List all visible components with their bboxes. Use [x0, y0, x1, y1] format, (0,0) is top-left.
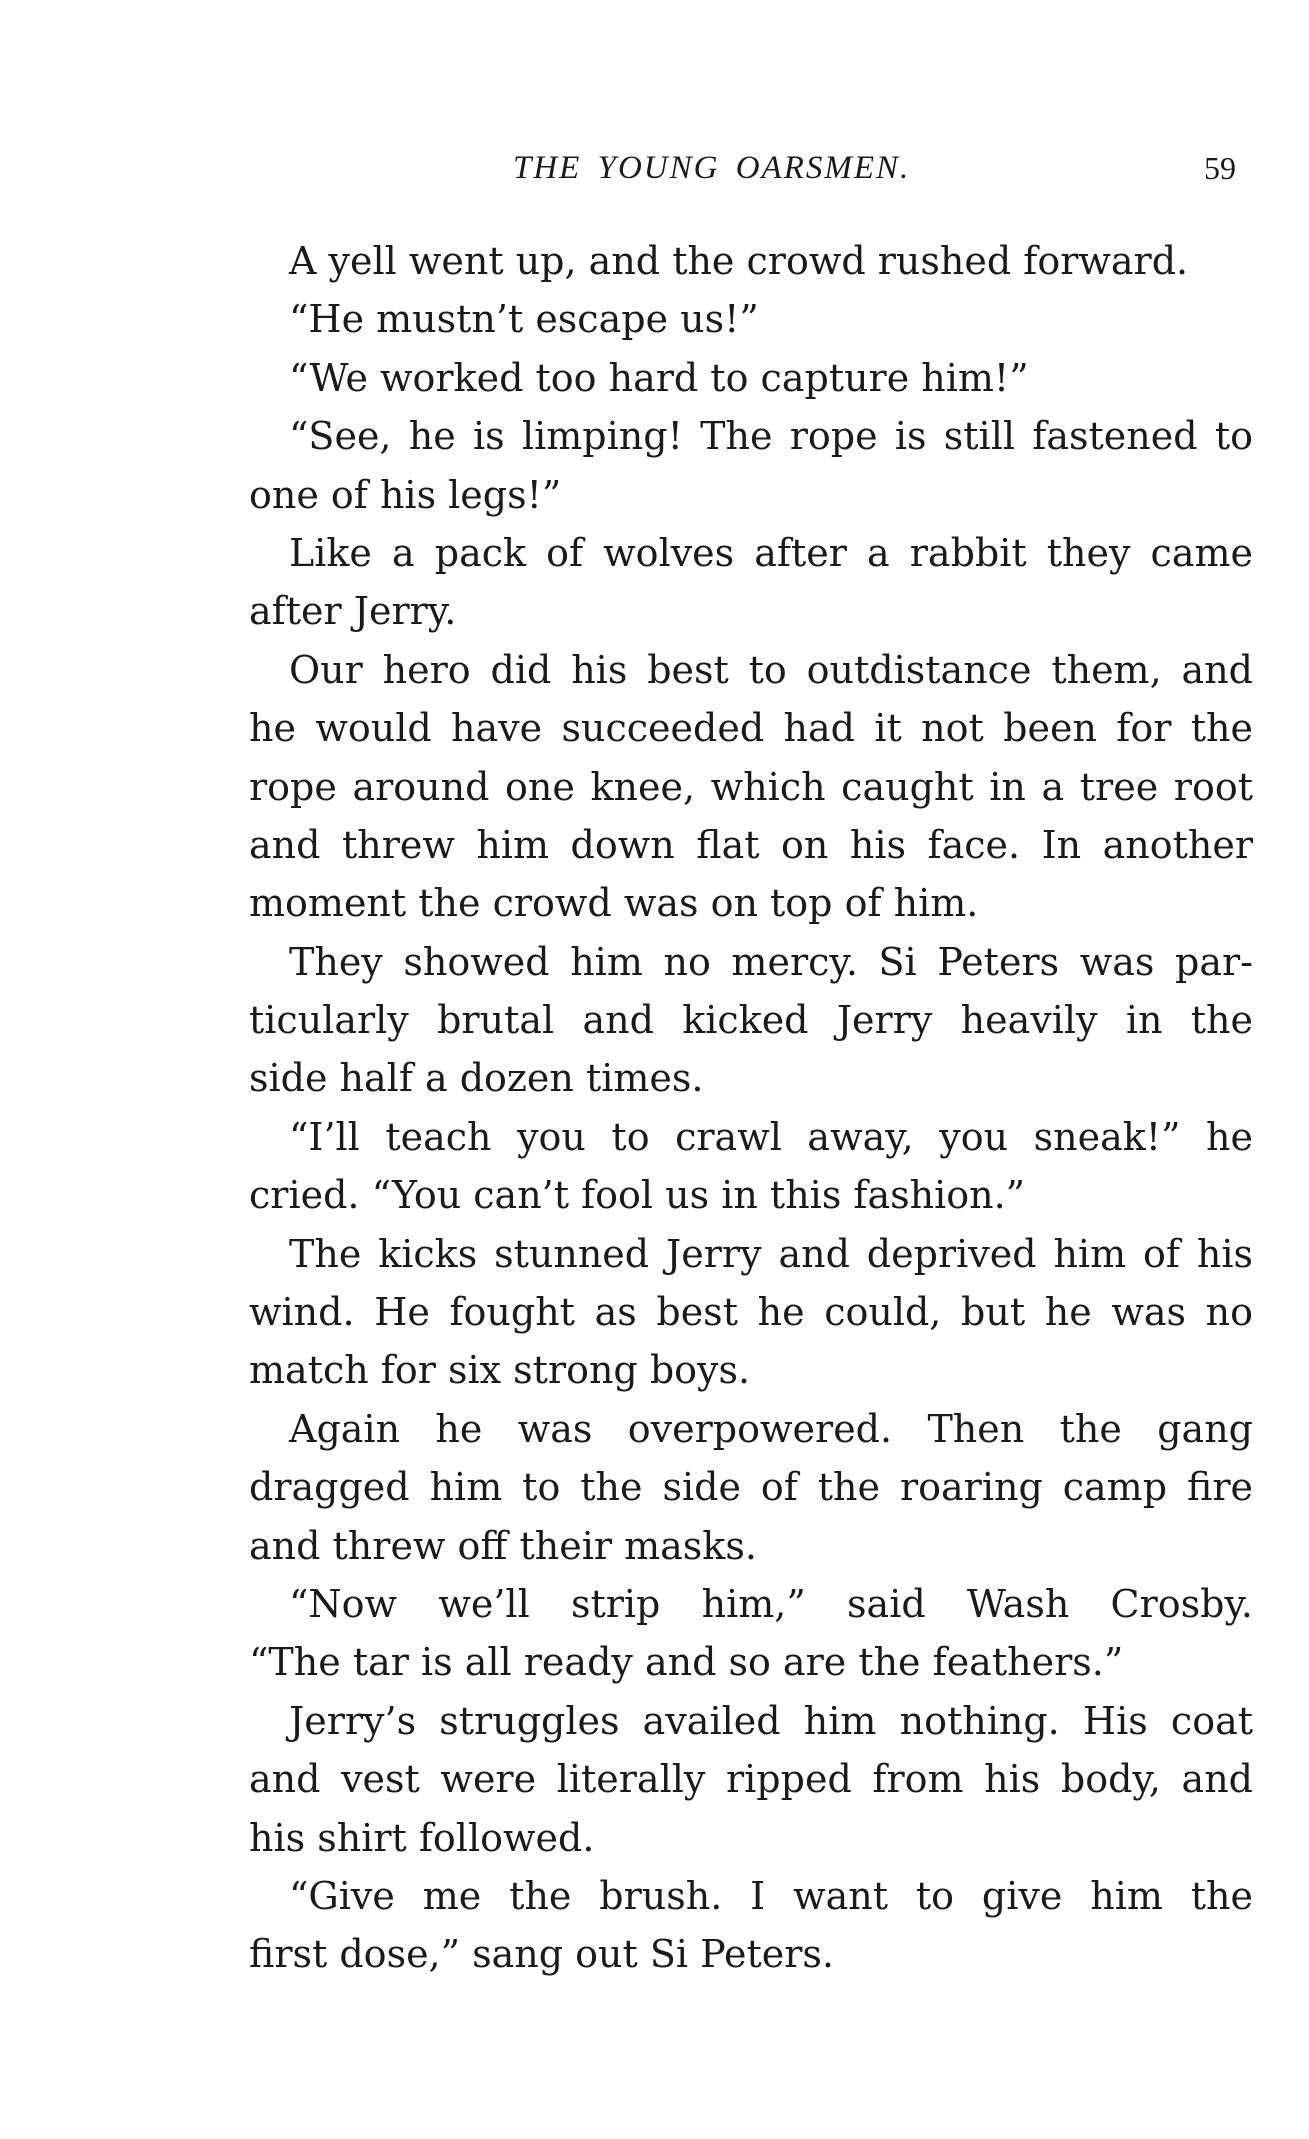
- text-line: side half a dozen times.: [249, 1056, 704, 1101]
- text-line: one of his legs!”: [249, 472, 562, 517]
- text-line: ticularly brutal and kicked Jerry heavily in the: [249, 998, 1253, 1043]
- text-line: The kicks stunned Jerry and deprived him of his: [289, 1231, 1253, 1276]
- text-line: rope around one knee, which caught in a tree root: [249, 764, 1253, 809]
- text-line: Again he was overpowered. Then the gang: [289, 1406, 1253, 1451]
- text-line: match for six strong boys.: [249, 1348, 751, 1393]
- text-line: first dose,” sang out Si Peters.: [249, 1932, 834, 1977]
- text-line: “Give me the brush. I want to give him the: [289, 1873, 1253, 1918]
- text-line: “He mustn’t escape us!”: [289, 297, 759, 342]
- text-line: and threw off their masks.: [249, 1523, 757, 1568]
- text-line: after Jerry.: [249, 589, 457, 634]
- text-line: “I’ll teach you to crawl away, you sneak!” he: [289, 1114, 1253, 1159]
- text-line: “We worked too hard to capture him!”: [289, 355, 1029, 400]
- page-number: 59: [1204, 150, 1236, 186]
- text-line: wind. He fought as best he could, but he was no: [249, 1290, 1253, 1335]
- text-line: moment the crowd was on top of him.: [249, 881, 979, 926]
- running-head: [0, 150, 1309, 194]
- text-line: They showed him no mercy. Si Peters was par-: [289, 939, 1253, 984]
- text-line: his shirt followed.: [249, 1815, 595, 1860]
- text-line: “See, he is limping! The rope is still fastened to: [289, 414, 1253, 459]
- text-line: A yell went up, and the crowd rushed forward.: [289, 239, 1189, 283]
- text-line: and threw him down flat on his face. In another: [249, 822, 1253, 867]
- text-line: Our hero did his best to outdistance them, and: [289, 647, 1253, 692]
- text-line: cried. “You can’t fool us in this fashion.”: [249, 1173, 1026, 1218]
- text-line: and vest were literally ripped from his body, and: [249, 1757, 1253, 1802]
- text-line: Jerry’s struggles availed him nothing. His coat: [289, 1698, 1253, 1743]
- text-line: “Now we’ll strip him,” said Wash Crosby.: [289, 1581, 1253, 1626]
- text-line: Like a pack of wolves after a rabbit they came: [289, 530, 1253, 575]
- running-title: THE YOUNG OARSMEN.: [513, 150, 911, 186]
- text-line: “The tar is all ready and so are the feathers.”: [249, 1640, 1124, 1685]
- text-line: dragged him to the side of the roaring camp fire: [249, 1465, 1253, 1510]
- body-text: [249, 232, 1253, 1984]
- text-line: he would have succeeded had it not been for the: [249, 706, 1253, 751]
